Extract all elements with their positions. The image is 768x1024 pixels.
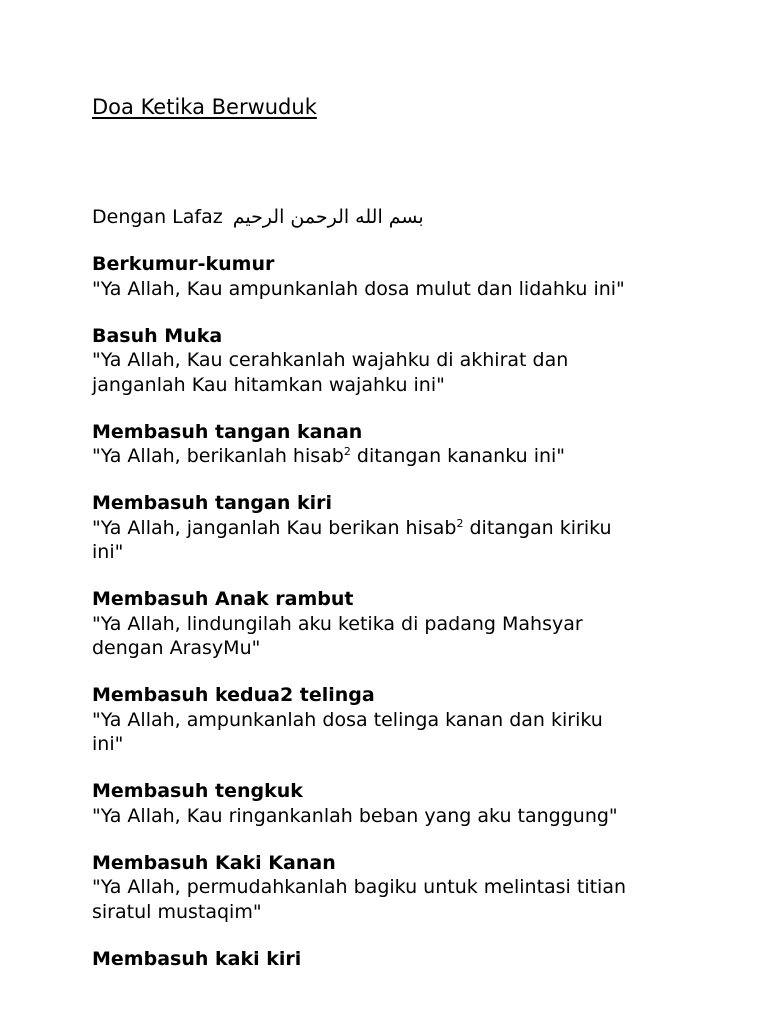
prayer-text-line [92, 732, 732, 757]
prayer-section [92, 851, 732, 925]
page-title: Doa Ketika Berwuduk [92, 95, 317, 119]
prayer-text: "Ya Allah, ampunkanlah dosa telinga kanan dan kiriku [92, 708, 603, 731]
section-heading: Membasuh tangan kiri [92, 492, 333, 514]
prayer-text: ini" [92, 541, 124, 563]
prayer-section [92, 420, 732, 469]
prayer-section [92, 587, 732, 661]
prayer-text: dengan ArasyMu" [92, 637, 261, 659]
prayer-text: "Ya Allah, permudahkanlah bagiku untuk melintasi titian [92, 876, 627, 898]
section-heading: Membasuh tangan kanan [92, 420, 363, 443]
prayer-text: "Ya Allah, Kau ampunkanlah dosa mulut dan lidahku ini" [92, 277, 625, 300]
prayer-text-line [92, 373, 732, 398]
prayer-text-line [92, 540, 732, 565]
prayer-text-line [92, 804, 732, 829]
section-heading: Membasuh Anak rambut [92, 588, 354, 610]
section-heading: Membasuh kedua2 telinga [92, 684, 375, 706]
prayer-text: ditangan kananku ini" [350, 445, 566, 467]
prayer-text: ditangan kiriku [463, 516, 612, 539]
prayer-text: janganlah Kau hitamkan wajahku ini" [92, 373, 445, 396]
prayer-text-line [92, 875, 732, 900]
prayer-text-line [92, 348, 732, 373]
prayer-text: ini" [92, 733, 124, 755]
prayer-text: siratul mustaqim" [92, 900, 262, 923]
prayer-section [92, 779, 732, 828]
intro-arabic-text: بسم الله الرحمن الرحيم [232, 206, 424, 228]
prayer-text-line [92, 444, 732, 469]
prayer-text: "Ya Allah, berikanlah hisab [92, 445, 344, 467]
prayer-text-line [92, 277, 732, 302]
section-heading: Membasuh Kaki Kanan [92, 851, 336, 874]
prayer-text-line [92, 708, 732, 733]
prayer-section [92, 324, 732, 398]
prayer-text: "Ya Allah, janganlah Kau berikan hisab [92, 516, 457, 539]
superscript-number: 2 [343, 445, 351, 458]
section-heading: Membasuh tengkuk [92, 780, 303, 802]
prayer-text: "Ya Allah, Kau cerahkanlah wajahku di akhirat dan [92, 349, 569, 371]
prayer-text-line [92, 636, 732, 661]
prayer-section [92, 252, 732, 301]
intro-line [92, 204, 424, 230]
prayer-sections [92, 252, 732, 994]
prayer-section [92, 491, 732, 565]
prayer-text: "Ya Allah, lindungilah aku ketika di padang Mahsyar [92, 612, 583, 635]
prayer-text-line [92, 516, 732, 541]
prayer-text-line [92, 900, 732, 925]
intro-label: Dengan Lafaz [92, 206, 223, 228]
prayer-section [92, 947, 732, 972]
superscript-number: 2 [456, 516, 464, 530]
section-heading: Basuh Muka [92, 324, 223, 347]
prayer-text: "Ya Allah, Kau ringankanlah beban yang aku tanggung" [92, 804, 618, 827]
section-heading: Membasuh kaki kiri [92, 947, 302, 970]
prayer-text-line [92, 612, 732, 637]
prayer-section [92, 683, 732, 757]
section-heading: Berkumur-kumur [92, 253, 275, 275]
